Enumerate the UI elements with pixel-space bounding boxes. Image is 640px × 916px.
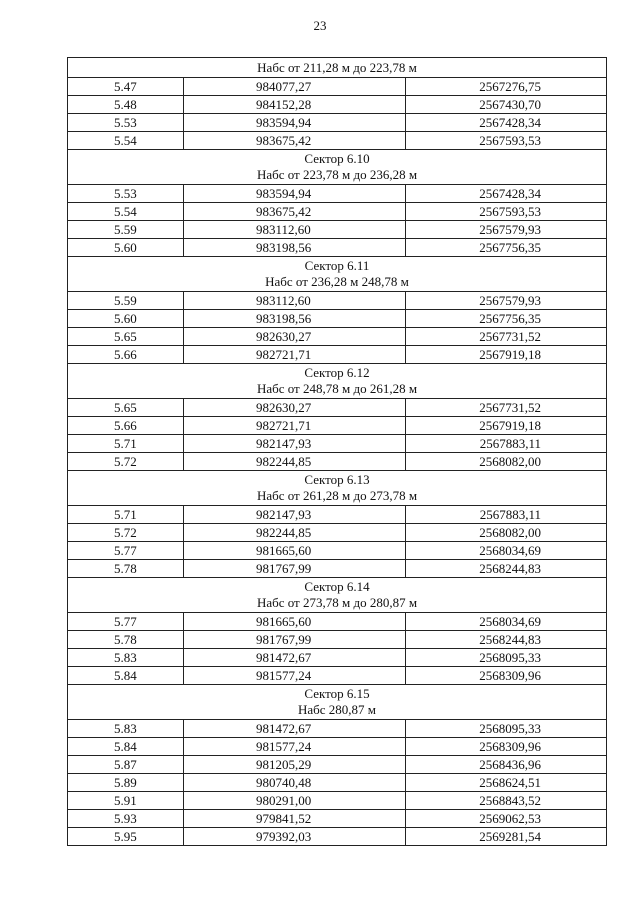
x-coordinate: 983198,56 — [184, 310, 406, 328]
habs-range: Набс от 248,78 м до 261,28 м — [256, 381, 418, 396]
table-row — [68, 185, 607, 203]
x-coordinate: 984152,28 — [184, 96, 406, 114]
coordinates-table — [67, 57, 607, 846]
table-row — [68, 292, 607, 310]
page-number: 23 — [313, 18, 327, 33]
coordinates-table-body — [68, 58, 607, 846]
x-coordinate: 983594,94 — [184, 185, 406, 203]
y-coordinate: 2567430,70 — [406, 96, 607, 114]
y-coordinate: 2568244,83 — [406, 560, 607, 578]
table-row — [68, 613, 607, 631]
table-row — [68, 631, 607, 649]
point-number: 5.93 — [68, 810, 184, 828]
y-coordinate: 2568034,69 — [406, 613, 607, 631]
point-number: 5.89 — [68, 774, 184, 792]
point-number: 5.48 — [68, 96, 184, 114]
y-coordinate: 2568095,33 — [406, 720, 607, 738]
table-row — [68, 114, 607, 132]
table-row — [68, 828, 607, 846]
habs-range: Набс от 223,78 м до 236,28 м — [256, 167, 418, 182]
y-coordinate: 2568624,51 — [406, 774, 607, 792]
table-row — [68, 774, 607, 792]
y-coordinate: 2568309,96 — [406, 667, 607, 685]
y-coordinate: 2568436,96 — [406, 756, 607, 774]
x-coordinate: 981665,60 — [184, 542, 406, 560]
table-row — [68, 346, 607, 364]
y-coordinate: 2568034,69 — [406, 542, 607, 560]
y-coordinate: 2567883,11 — [406, 435, 607, 453]
table-row — [68, 738, 607, 756]
x-coordinate: 981205,29 — [184, 756, 406, 774]
x-coordinate: 982630,27 — [184, 399, 406, 417]
x-coordinate: 980740,48 — [184, 774, 406, 792]
sector-title: Сектор 6.12 — [304, 365, 370, 380]
point-number: 5.78 — [68, 631, 184, 649]
x-coordinate: 980291,00 — [184, 792, 406, 810]
x-coordinate: 982147,93 — [184, 435, 406, 453]
x-coordinate: 981472,67 — [184, 649, 406, 667]
point-number: 5.59 — [68, 221, 184, 239]
table-row — [68, 649, 607, 667]
y-coordinate: 2567428,34 — [406, 185, 607, 203]
table-row — [68, 810, 607, 828]
table-row — [68, 506, 607, 524]
section-header-row — [68, 257, 607, 292]
point-number: 5.47 — [68, 78, 184, 96]
x-coordinate: 979841,52 — [184, 810, 406, 828]
y-coordinate: 2567276,75 — [406, 78, 607, 96]
section-header-row — [68, 685, 607, 720]
point-number: 5.84 — [68, 667, 184, 685]
y-coordinate: 2568843,52 — [406, 792, 607, 810]
point-number: 5.65 — [68, 328, 184, 346]
x-coordinate: 982244,85 — [184, 524, 406, 542]
section-header-row — [68, 150, 607, 185]
table-row — [68, 560, 607, 578]
x-coordinate: 982244,85 — [184, 453, 406, 471]
section-header — [68, 685, 607, 720]
section-header — [68, 364, 607, 399]
x-coordinate: 983198,56 — [184, 239, 406, 257]
table-row — [68, 542, 607, 560]
x-coordinate: 981665,60 — [184, 613, 406, 631]
table-row — [68, 203, 607, 221]
y-coordinate: 2568082,00 — [406, 453, 607, 471]
point-number: 5.78 — [68, 560, 184, 578]
y-coordinate: 2567919,18 — [406, 417, 607, 435]
point-number: 5.84 — [68, 738, 184, 756]
table-row — [68, 524, 607, 542]
point-number: 5.95 — [68, 828, 184, 846]
habs-range: Набс от 211,28 м до 223,78 м — [257, 60, 417, 75]
sector-title: Сектор 6.11 — [304, 258, 370, 273]
table-row — [68, 667, 607, 685]
y-coordinate: 2567579,93 — [406, 292, 607, 310]
y-coordinate: 2569281,54 — [406, 828, 607, 846]
y-coordinate: 2567919,18 — [406, 346, 607, 364]
x-coordinate: 981577,24 — [184, 738, 406, 756]
y-coordinate: 2569062,53 — [406, 810, 607, 828]
x-coordinate: 984077,27 — [184, 78, 406, 96]
table-row — [68, 221, 607, 239]
point-number: 5.59 — [68, 292, 184, 310]
sector-title: Сектор 6.10 — [304, 151, 370, 166]
x-coordinate: 983594,94 — [184, 114, 406, 132]
section-header — [68, 257, 607, 292]
section-header — [68, 150, 607, 185]
point-number: 5.60 — [68, 310, 184, 328]
table-row — [68, 132, 607, 150]
y-coordinate: 2567593,53 — [406, 203, 607, 221]
habs-range: Набс от 261,28 м до 273,78 м — [256, 488, 418, 503]
table-row — [68, 310, 607, 328]
x-coordinate: 981577,24 — [184, 667, 406, 685]
point-number: 5.91 — [68, 792, 184, 810]
x-coordinate: 981472,67 — [184, 720, 406, 738]
section-header-row — [68, 578, 607, 613]
point-number: 5.72 — [68, 453, 184, 471]
point-number: 5.77 — [68, 613, 184, 631]
point-number: 5.77 — [68, 542, 184, 560]
point-number: 5.72 — [68, 524, 184, 542]
y-coordinate: 2568082,00 — [406, 524, 607, 542]
y-coordinate: 2567883,11 — [406, 506, 607, 524]
table-row — [68, 792, 607, 810]
point-number: 5.54 — [68, 203, 184, 221]
x-coordinate: 982147,93 — [184, 506, 406, 524]
point-number: 5.83 — [68, 649, 184, 667]
table-row — [68, 435, 607, 453]
section-header — [68, 471, 607, 506]
x-coordinate: 982630,27 — [184, 328, 406, 346]
y-coordinate: 2568095,33 — [406, 649, 607, 667]
point-number: 5.83 — [68, 720, 184, 738]
section-header — [68, 58, 607, 78]
y-coordinate: 2567579,93 — [406, 221, 607, 239]
x-coordinate: 982721,71 — [184, 417, 406, 435]
y-coordinate: 2567756,35 — [406, 239, 607, 257]
point-number: 5.71 — [68, 506, 184, 524]
table-row — [68, 78, 607, 96]
point-number: 5.65 — [68, 399, 184, 417]
section-header-row — [68, 364, 607, 399]
y-coordinate: 2567756,35 — [406, 310, 607, 328]
section-header-row — [68, 58, 607, 78]
table-row — [68, 453, 607, 471]
habs-range: Набс от 236,28 м 248,78 м — [265, 274, 409, 289]
y-coordinate: 2568244,83 — [406, 631, 607, 649]
point-number: 5.53 — [68, 114, 184, 132]
habs-range: Набс от 273,78 м до 280,87 м — [256, 595, 418, 610]
sector-title: Сектор 6.14 — [304, 579, 370, 594]
table-row — [68, 239, 607, 257]
y-coordinate: 2568309,96 — [406, 738, 607, 756]
table-row — [68, 417, 607, 435]
table-row — [68, 756, 607, 774]
table-row — [68, 328, 607, 346]
x-coordinate: 983112,60 — [184, 292, 406, 310]
x-coordinate: 983675,42 — [184, 203, 406, 221]
table-row — [68, 96, 607, 114]
point-number: 5.71 — [68, 435, 184, 453]
y-coordinate: 2567428,34 — [406, 114, 607, 132]
table-row — [68, 720, 607, 738]
y-coordinate: 2567731,52 — [406, 328, 607, 346]
x-coordinate: 983112,60 — [184, 221, 406, 239]
section-header — [68, 578, 607, 613]
section-header-row — [68, 471, 607, 506]
x-coordinate: 982721,71 — [184, 346, 406, 364]
point-number: 5.53 — [68, 185, 184, 203]
point-number: 5.54 — [68, 132, 184, 150]
point-number: 5.60 — [68, 239, 184, 257]
sector-title: Сектор 6.15 — [304, 686, 370, 701]
sector-title: Сектор 6.13 — [304, 472, 370, 487]
point-number: 5.66 — [68, 346, 184, 364]
point-number: 5.87 — [68, 756, 184, 774]
x-coordinate: 981767,99 — [184, 560, 406, 578]
table-row — [68, 399, 607, 417]
x-coordinate: 979392,03 — [184, 828, 406, 846]
y-coordinate: 2567593,53 — [406, 132, 607, 150]
x-coordinate: 983675,42 — [184, 132, 406, 150]
y-coordinate: 2567731,52 — [406, 399, 607, 417]
x-coordinate: 981767,99 — [184, 631, 406, 649]
habs-range: Набс 280,87 м — [297, 702, 377, 717]
point-number: 5.66 — [68, 417, 184, 435]
